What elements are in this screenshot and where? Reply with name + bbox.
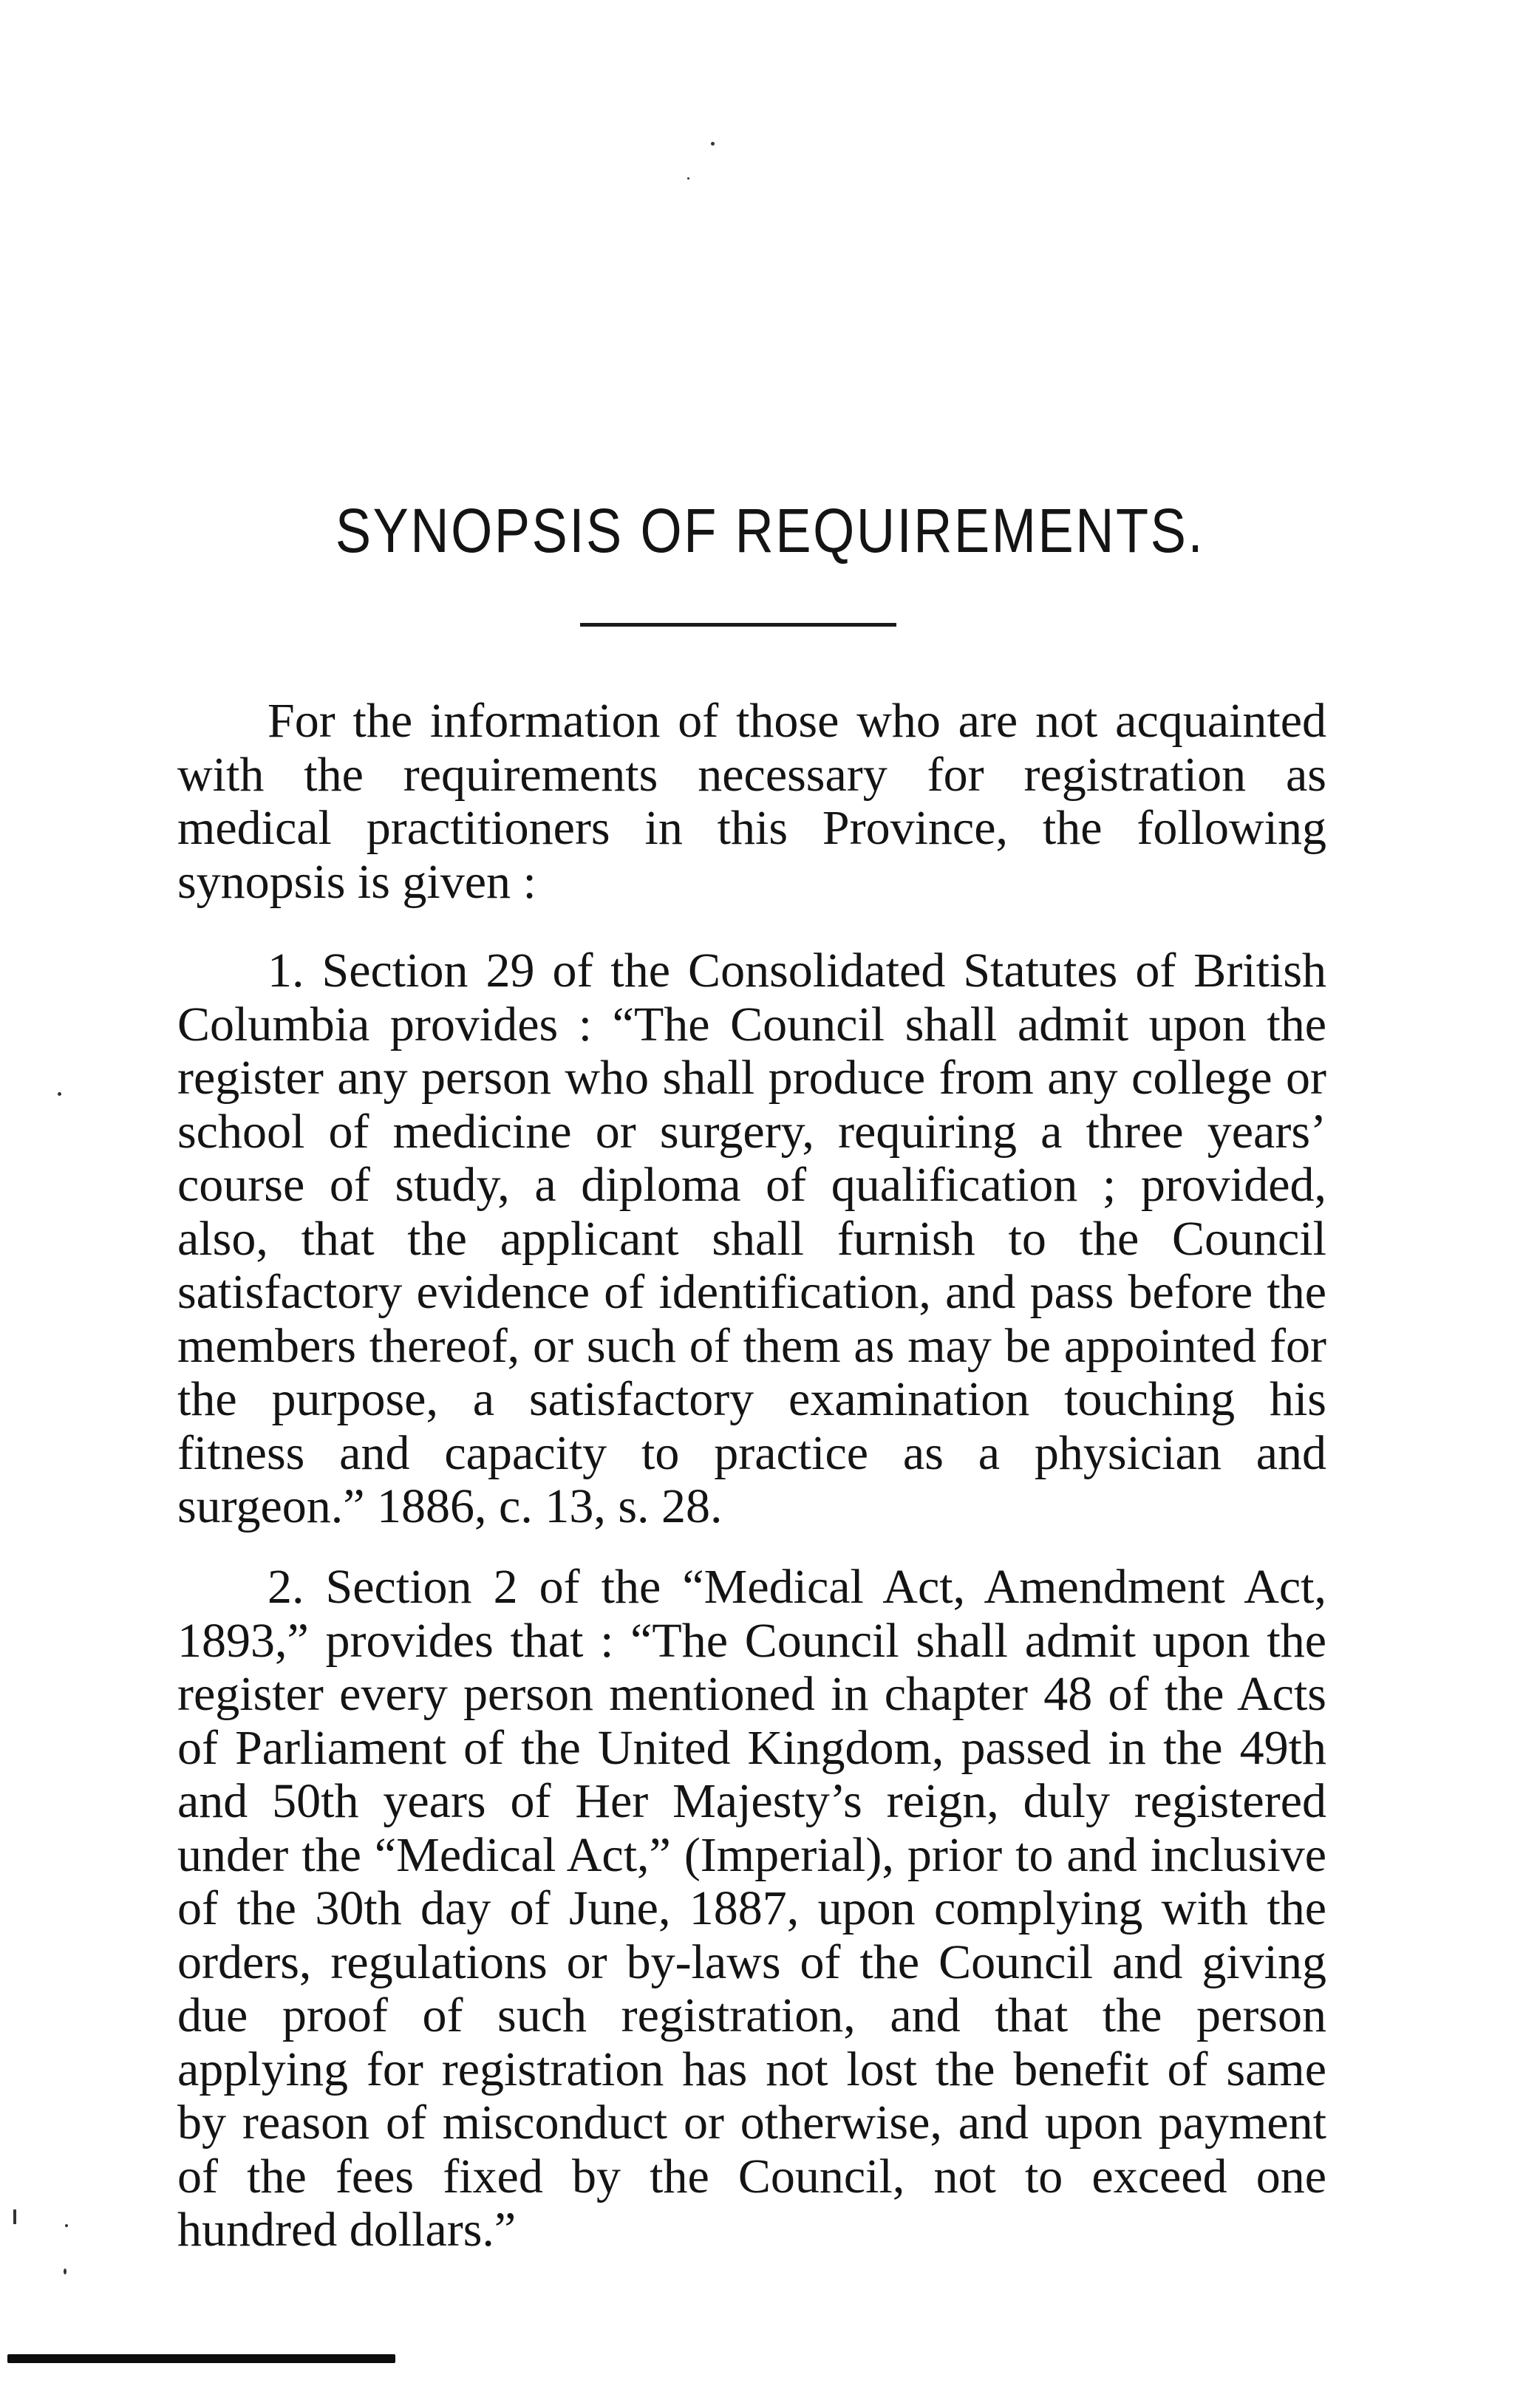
paragraph-text: 2. Section 2 of the “Medical Act, Amendment Act, 1893,” provides that : “The Council shall admit upon the register every person mentioned in chapter 48 of the Acts of Parliament of the United Kingdom, passed in the 49th and 50th years of Her Majesty’s reign, duly registered under the “Medical Act,” (Imperial), prior to and inclusive of the 30th day of June, 1887, upon complying with the orders, regulations or by-laws of the Council and giving due proof of such registration, and that the person applying for registration has not lost the benefit of same by reason of misconduct or otherwise, and upon payment of the fees fixed by the Council, not to exceed one hundred dollars.” — [177, 1560, 1326, 2257]
paragraph-text: 1. Section 29 of the Consolidated Statutes of British Columbia provides : “The Council shall admit upon the register any person who shall produce from any college or school of medicine or surgery, requiring a three years’ course of study, a diploma of qualification ; provided, also, that the applicant shall furnish to the Council satisfactory evidence of identification, and pass before the members thereof, or such of them as may be appointed for the purpose, a satisfactory examination touching his fitness and capacity to practice as a physician and surgeon.” 1886, c. 13, s. 28. — [177, 944, 1326, 1533]
scan-speck — [13, 2209, 16, 2224]
page-title: SYNOPSIS OF REQUIREMENTS. — [335, 496, 1205, 565]
intro-text: For the information of those who are not acquainted with the requirements necessary for registration as medical practitioners in this Province, the following synopsis is given : — [177, 694, 1326, 909]
requirement-paragraph-1 — [177, 944, 1326, 1534]
requirement-paragraph-2 — [177, 1561, 1326, 2257]
scan-edge-bar — [7, 2354, 395, 2363]
scan-speck — [711, 142, 715, 146]
scan-speck — [58, 1092, 61, 1096]
scan-speck — [64, 2269, 67, 2274]
scan-speck — [687, 177, 689, 180]
title-divider — [580, 623, 896, 627]
intro-paragraph — [177, 695, 1326, 909]
scan-speck — [65, 2224, 68, 2227]
